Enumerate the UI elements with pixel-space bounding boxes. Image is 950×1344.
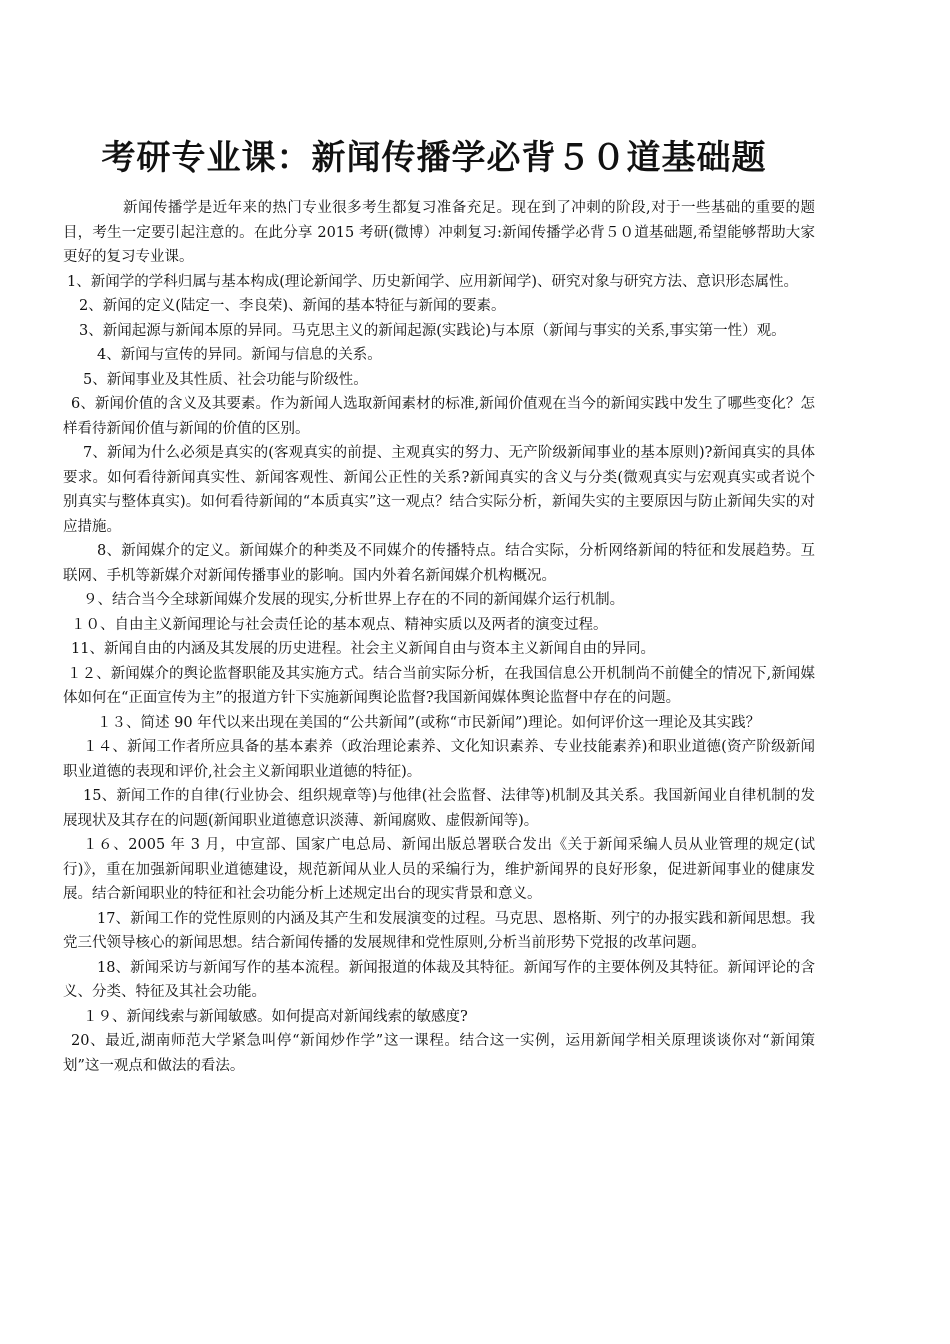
- document-title: 考研专业课：新闻传播学必背５０道基础题: [101, 138, 767, 178]
- question-item: 11、新闻自由的内涵及其发展的历史进程。社会主义新闻自由与资本主义新闻自由的异同。: [71, 641, 655, 657]
- question-item: １２、新闻媒介的舆论监督职能及其实施方式。结合当前实际分析，在我国信息公开机制尚不前健全的情况下,新闻媒体如何在“正面宣传为主”的报道方针下实施新闻舆论监督?我国新闻媒体舆论监督中存在的问题。: [63, 665, 815, 706]
- question-item: 3、新闻起源与新闻本原的异同。马克思主义的新闻起源(实践论)与本原（新闻与事实的关系,事实第一性）观。: [79, 322, 786, 339]
- document-body: [63, 196, 815, 1078]
- question-item: 1、新闻学的学科归属与基本构成(理论新闻学、历史新闻学、应用新闻学)、研究对象与研究方法、意识形态属性。: [67, 273, 799, 290]
- question-item: １０、自由主义新闻理论与社会责任论的基本观点、精神实质以及两者的演变过程。: [71, 616, 608, 633]
- intro-paragraph: 新闻传播学是近年来的热门专业很多考生都复习准备充足。现在到了冲刺的阶段,对于一些基础的重要的题目，考生一定要引起注意的。在此分享 2015 考研(微博）冲刺复习:新闻传播学必背５０道基础题,希望能够帮助大家更好的复习专业课。: [63, 200, 815, 265]
- question-item: 17、新闻工作的党性原则的内涵及其产生和发展演变的过程。马克思、恩格斯、列宁的办报实践和新闻思想。我党三代领导核心的新闻思想。结合新闻传播的发展规律和党性原则,分析当前形势下党报的改革问题。: [63, 910, 815, 951]
- question-item: １６、2005 年 3 月，中宣部、国家广电总局、新闻出版总署联合发出《关于新闻采编人员从业管理的规定(试行)》，重在加强新闻职业道德建设，规范新闻从业人员的采编行为，维护新闻界的良好形象，促进新闻事业的健康发展。结合新闻职业的特征和社会功能分析上述规定出台的现实背景和意义。: [63, 837, 815, 902]
- question-item: １９、新闻线索与新闻敏感。如何提高对新闻线索的敏感度?: [83, 1008, 468, 1025]
- question-item: １４、新闻工作者所应具备的基本素养（政治理论素养、文化知识素养、专业技能素养)和职业道德(资产阶级新闻职业道德的表现和评价,社会主义新闻职业道德的特征)。: [63, 739, 815, 780]
- question-item: 8、新闻媒介的定义。新闻媒介的种类及不同媒介的传播特点。结合实际，分析网络新闻的特征和发展趋势。互联网、手机等新媒介对新闻传播事业的影响。国内外着名新闻媒介机构概况。: [63, 543, 815, 584]
- question-item: 18、新闻采访与新闻写作的基本流程。新闻报道的体裁及其特征。新闻写作的主要体例及其特征。新闻评论的含义、分类、特征及其社会功能。: [63, 959, 815, 1000]
- question-item: 15、新闻工作的自律(行业协会、组织规章等)与他律(社会监督、法律等)机制及其关系。我国新闻业自律机制的发展现状及其存在的问题(新闻职业道德意识淡薄、新闻腐败、虚假新闻等)。: [63, 788, 815, 829]
- question-item: 4、新闻与宣传的异同。新闻与信息的关系。: [97, 347, 382, 363]
- question-item: 5、新闻事业及其性质、社会功能与阶级性。: [83, 371, 368, 388]
- question-item: ９、结合当今全球新闻媒介发展的现实,分析世界上存在的不同的新闻媒介运行机制。: [83, 592, 625, 608]
- question-item: 2、新闻的定义(陆定一、李良荣)、新闻的基本特征与新闻的要素。: [79, 298, 506, 314]
- question-item: 7、新闻为什么必须是真实的(客观真实的前提、主观真实的努力、无产阶级新闻事业的基本原则)?新闻真实的具体要求。如何看待新闻真实性、新闻客观性、新闻公正性的关系?新闻真实的含义与分类(微观真实与宏观真实或者说个别真实与整体真实)。如何看待新闻的“本质真实”这一观点？结合实际分析，新闻失实的主要原因与防止新闻失实的对应措施。: [63, 445, 815, 535]
- question-item: 6、新闻价值的含义及其要素。作为新闻人选取新闻素材的标准,新闻价值观在当今的新闻实践中发生了哪些变化？怎样看待新闻价值与新闻的价值的区别。: [63, 396, 815, 437]
- question-item: １３、简述 90 年代以来出现在美国的“公共新闻”(或称“市民新闻”)理论。如何评价这一理论及其实践？: [97, 714, 761, 731]
- question-item: 20、最近,湖南师范大学紧急叫停“新闻炒作学”这一课程。结合这一实例，运用新闻学相关原理谈谈你对“新闻策划”这一观点和做法的看法。: [63, 1033, 815, 1074]
